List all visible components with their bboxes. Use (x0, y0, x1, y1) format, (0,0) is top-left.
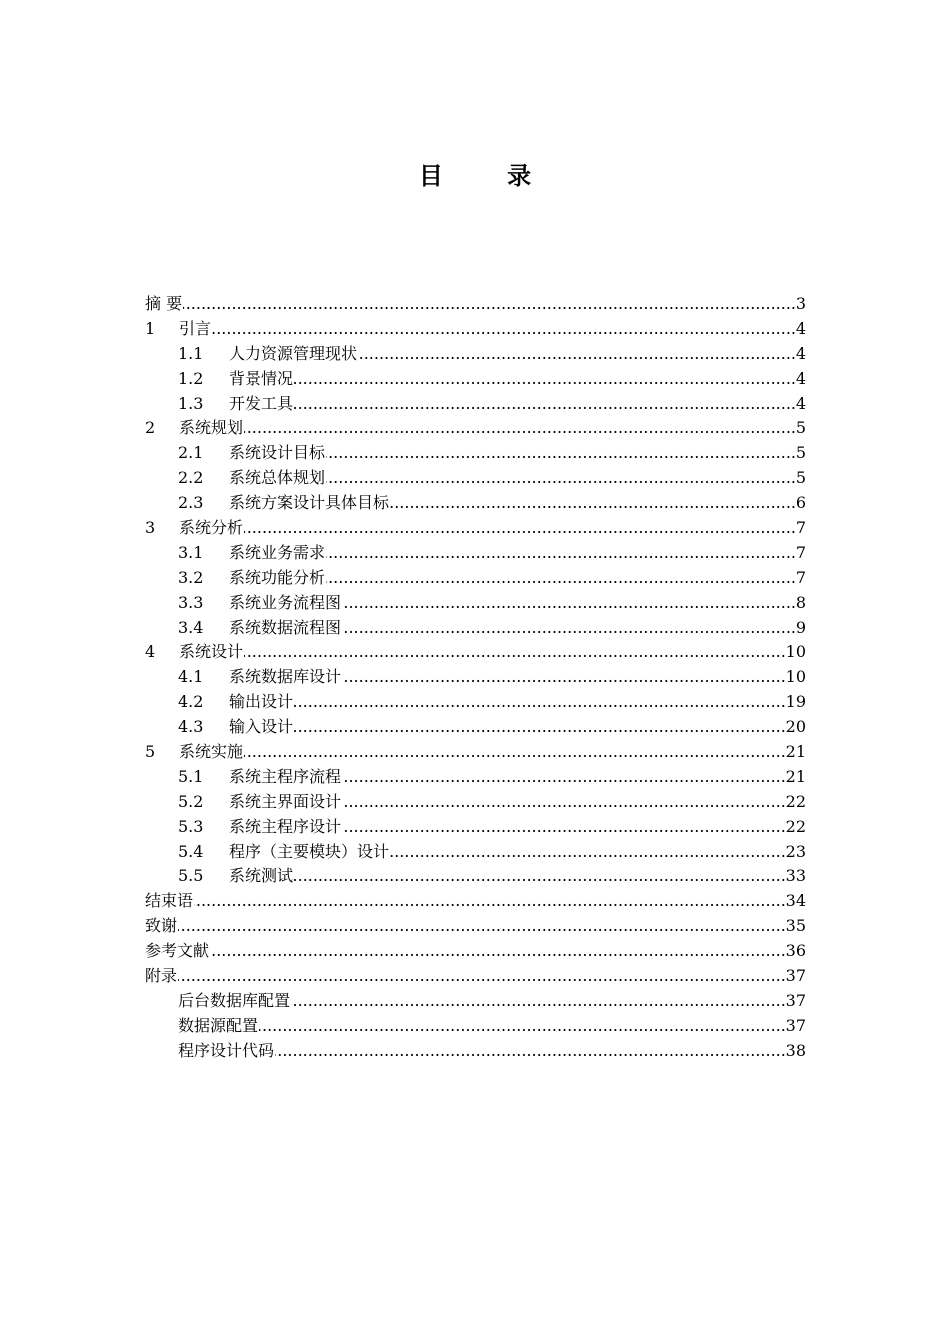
toc-entry[interactable] (145, 989, 806, 1014)
toc-entry-page-number: 6 (795, 491, 806, 516)
toc-entry-title: 系统规划 (179, 418, 244, 438)
toc-entry-heading (145, 815, 342, 840)
toc-entry-number: 5.2 (178, 791, 204, 811)
toc-entry[interactable] (145, 889, 806, 914)
toc-entry-page-number: 4 (795, 317, 806, 342)
toc-entry[interactable] (145, 541, 806, 566)
table-of-contents (145, 292, 806, 1064)
toc-entry-title: 参考文献 (145, 941, 210, 961)
toc-entry-number: 1.1 (178, 343, 204, 363)
toc-entry-number: 4.3 (178, 717, 204, 737)
toc-entry-heading (145, 790, 342, 815)
toc-entry-number: 5.3 (178, 816, 204, 836)
toc-entry-number: 2.3 (178, 493, 204, 513)
toc-entry-heading (145, 964, 178, 989)
toc-entry-page-number: 4 (795, 392, 806, 417)
toc-entry-heading (145, 665, 342, 690)
toc-entry-heading (145, 491, 390, 516)
toc-entry-page-number: 22 (785, 815, 806, 840)
toc-entry[interactable] (145, 416, 806, 441)
toc-entry-heading (145, 317, 212, 342)
toc-entry-page-number: 38 (785, 1039, 806, 1064)
toc-entry-page-number: 37 (785, 989, 806, 1014)
toc-entry[interactable] (145, 491, 806, 516)
toc-entry-number: 5 (145, 742, 156, 762)
toc-entry-page-number: 3 (795, 292, 806, 317)
toc-entry-title: 系统总体规划 (229, 468, 326, 488)
toc-entry-heading (145, 466, 326, 491)
toc-entry[interactable] (145, 317, 806, 342)
toc-entry-page-number: 33 (785, 864, 806, 889)
toc-entry-heading (145, 292, 183, 317)
toc-entry-title: 系统数据库设计 (229, 667, 342, 687)
toc-entry-title: 程序设计代码 (178, 1040, 275, 1060)
toc-entry-title: 系统业务流程图 (229, 592, 342, 612)
toc-entry-title: 输入设计 (229, 717, 294, 737)
toc-entry[interactable] (145, 392, 806, 417)
toc-entry[interactable] (145, 790, 806, 815)
toc-entry-page-number: 5 (795, 416, 806, 441)
toc-entry-heading (145, 914, 178, 939)
toc-entry-heading (145, 939, 210, 964)
toc-entry-heading (145, 889, 194, 914)
toc-entry-heading (145, 690, 294, 715)
toc-entry-title: 系统分析 (179, 518, 244, 538)
toc-entry-number: 5.1 (178, 766, 204, 786)
toc-entry-number: 1.2 (178, 368, 204, 388)
toc-entry[interactable] (145, 1014, 806, 1039)
toc-entry-heading (145, 566, 326, 591)
toc-entry-page-number: 10 (785, 665, 806, 690)
toc-entry-title: 开发工具 (229, 393, 294, 413)
toc-entry-title: 系统设计目标 (229, 443, 326, 463)
toc-entry-title: 系统设计 (179, 642, 244, 662)
toc-entry-heading (145, 441, 326, 466)
toc-entry-title: 程序（主要模块）设计 (229, 841, 390, 861)
toc-entry-page-number: 7 (795, 541, 806, 566)
toc-entry-page-number: 8 (795, 591, 806, 616)
toc-entry-title: 引言 (179, 318, 212, 338)
toc-entry-number: 2.1 (178, 443, 204, 463)
toc-entry[interactable] (145, 690, 806, 715)
toc-entry-title: 输出设计 (229, 692, 294, 712)
toc-entry-number: 3.4 (178, 617, 204, 637)
toc-entry[interactable] (145, 1039, 806, 1064)
toc-entry[interactable] (145, 591, 806, 616)
toc-entry-number: 1.3 (178, 393, 204, 413)
toc-entry-heading (145, 342, 358, 367)
toc-entry-heading (145, 864, 294, 889)
toc-entry[interactable] (145, 342, 806, 367)
toc-entry-number: 5.4 (178, 841, 204, 861)
toc-entry-heading (145, 1039, 275, 1064)
toc-entry-heading (145, 616, 342, 641)
toc-entry-number: 2 (145, 418, 156, 438)
toc-entry-title: 致谢 (145, 916, 178, 936)
toc-entry-title: 后台数据库配置 (178, 990, 291, 1010)
toc-entry-page-number: 10 (785, 640, 806, 665)
toc-entry-heading (145, 715, 294, 740)
toc-entry[interactable] (145, 441, 806, 466)
toc-entry-page-number: 23 (785, 840, 806, 865)
toc-entry-number: 2.2 (178, 468, 204, 488)
toc-entry-number: 3.1 (178, 542, 204, 562)
toc-entry-page-number: 36 (785, 939, 806, 964)
toc-entry-number: 3.2 (178, 567, 204, 587)
toc-entry-heading (145, 640, 244, 665)
toc-entry-heading (145, 765, 342, 790)
toc-entry-title: 结束语 (145, 891, 194, 911)
toc-entry[interactable] (145, 964, 806, 989)
toc-entry-page-number: 4 (795, 342, 806, 367)
toc-entry[interactable] (145, 566, 806, 591)
toc-entry-number: 5.5 (178, 866, 204, 886)
toc-entry-title: 摘 要 (145, 294, 183, 313)
toc-entry-page-number: 37 (785, 1014, 806, 1039)
toc-entry-title: 系统实施 (179, 742, 244, 762)
toc-entry-title: 背景情况 (229, 368, 294, 388)
toc-entry[interactable] (145, 815, 806, 840)
toc-entry-title: 系统数据流程图 (229, 617, 342, 637)
toc-entry-title: 系统测试 (229, 866, 294, 886)
toc-entry-page-number: 37 (785, 964, 806, 989)
toc-entry-heading (145, 840, 390, 865)
toc-entry[interactable] (145, 292, 806, 317)
toc-entry-number: 3 (145, 518, 156, 538)
toc-entry[interactable] (145, 616, 806, 641)
toc-entry-page-number: 22 (785, 790, 806, 815)
toc-entry-title: 附录 (145, 966, 178, 986)
toc-entry-number: 3.3 (178, 592, 204, 612)
toc-entry-number: 4.2 (178, 692, 204, 712)
toc-entry-title: 系统业务需求 (229, 542, 326, 562)
toc-entry[interactable] (145, 740, 806, 765)
toc-entry[interactable] (145, 466, 806, 491)
toc-entry-heading (145, 516, 244, 541)
toc-entry[interactable] (145, 665, 806, 690)
toc-entry-heading (145, 740, 244, 765)
toc-entry-title: 系统主程序设计 (229, 816, 342, 836)
toc-entry[interactable] (145, 516, 806, 541)
toc-entry-heading (145, 591, 342, 616)
toc-entry-title: 数据源配置 (178, 1015, 259, 1035)
toc-entry-title: 人力资源管理现状 (229, 343, 358, 363)
toc-entry-page-number: 34 (785, 889, 806, 914)
toc-entry-heading (145, 1014, 259, 1039)
toc-entry-page-number: 7 (795, 566, 806, 591)
toc-entry-page-number: 19 (785, 690, 806, 715)
toc-entry-heading (145, 989, 291, 1014)
toc-entry[interactable] (145, 939, 806, 964)
toc-entry-number: 4 (145, 642, 156, 662)
toc-entry[interactable] (145, 640, 806, 665)
toc-entry[interactable] (145, 840, 806, 865)
toc-entry[interactable] (145, 864, 806, 889)
toc-entry-page-number: 5 (795, 466, 806, 491)
toc-entry-heading (145, 392, 294, 417)
toc-entry-heading (145, 367, 294, 392)
toc-entry-page-number: 35 (785, 914, 806, 939)
toc-entry-page-number: 21 (785, 740, 806, 765)
toc-entry-page-number: 4 (795, 367, 806, 392)
toc-entry-title: 系统方案设计具体目标 (229, 493, 390, 513)
toc-entry[interactable] (145, 765, 806, 790)
toc-entry[interactable] (145, 367, 806, 392)
toc-entry-number: 4.1 (178, 667, 204, 687)
toc-entry[interactable] (145, 715, 806, 740)
toc-entry-title: 系统主界面设计 (229, 791, 342, 811)
toc-entry-page-number: 7 (795, 516, 806, 541)
toc-entry-heading (145, 541, 326, 566)
toc-entry-number: 1 (145, 318, 156, 338)
toc-entry-heading (145, 416, 244, 441)
page-title: 目 录 (418, 161, 560, 190)
toc-entry-title: 系统主程序流程 (229, 766, 342, 786)
toc-entry-page-number: 21 (785, 765, 806, 790)
toc-entry-page-number: 5 (795, 441, 806, 466)
toc-entry[interactable] (145, 914, 806, 939)
toc-entry-title: 系统功能分析 (229, 567, 326, 587)
toc-entry-page-number: 9 (795, 616, 806, 641)
toc-entry-page-number: 20 (785, 715, 806, 740)
